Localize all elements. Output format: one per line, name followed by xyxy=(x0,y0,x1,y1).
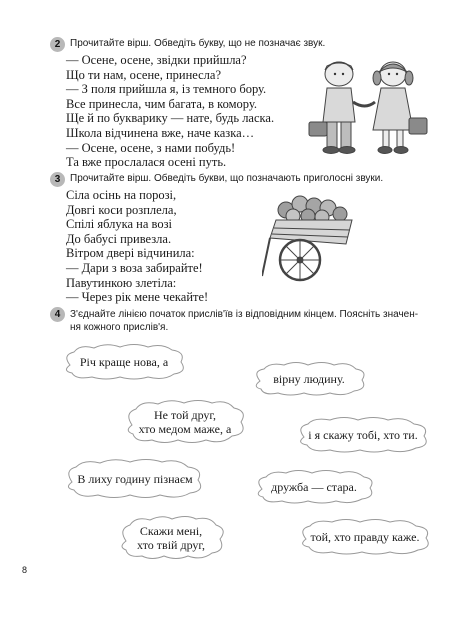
poem-line: — Осене, осене, звідки прийшла? xyxy=(66,53,247,67)
cloud-text: В лиху годину пізнаєм xyxy=(77,472,193,486)
proverb-start-cloud-4[interactable] xyxy=(116,515,226,561)
poem-line: Все принесла, чим багата, в комору. xyxy=(66,96,258,111)
poem-line: Що ти нам, осене, принесла? xyxy=(66,67,222,82)
cloud-text: Скажи мені, xyxy=(139,524,203,538)
proverb-end-cloud-2[interactable] xyxy=(294,416,432,454)
proverb-end-cloud-4[interactable] xyxy=(296,518,434,556)
poem-line: — З поля прийшла я, із темного бору. xyxy=(66,82,267,97)
task-3-number: 3 xyxy=(50,172,65,187)
proverb-start-cloud-2[interactable] xyxy=(122,399,248,445)
task-4-instruction xyxy=(70,308,440,334)
task-4-instruction-line-1: З'єднайте лінією початок прислів'їв із відповідним кінцем. Поясніть значен- xyxy=(70,309,419,320)
task-2-poem xyxy=(66,53,274,170)
proverb-start-cloud-1[interactable] xyxy=(60,343,188,381)
task-3-poem xyxy=(66,188,208,305)
proverb-start-cloud-3[interactable] xyxy=(62,458,208,500)
cloud-text: дружба — стара. xyxy=(271,480,357,494)
cloud-text: хто медом маже, а xyxy=(138,422,232,436)
poem-line: До бабусі привезла. xyxy=(66,231,172,246)
task-2-number: 2 xyxy=(50,37,65,52)
poem-line: — Осене, осене, з нами побудь! xyxy=(66,140,236,155)
task-4-number: 4 xyxy=(50,307,65,322)
poem-line: — Дари з воза забирайте! xyxy=(66,260,203,275)
cloud-text: і я скажу тобі, хто ти. xyxy=(308,428,418,442)
proverb-end-cloud-1[interactable] xyxy=(250,361,368,397)
poem-line: Ще й по букварику — нате, будь ласка. xyxy=(66,111,275,126)
cloud-text: вірну людину. xyxy=(273,372,345,386)
poem-line: Школа відчинена вже, наче казка… xyxy=(66,125,255,140)
task-2-instruction: Прочитайте вірш. Обведіть букву, що не позначає звук. xyxy=(70,38,326,49)
proverb-end-cloud-3[interactable] xyxy=(252,469,376,505)
page-number: 8 xyxy=(22,565,28,575)
task-3-instruction: Прочитайте вірш. Обведіть букви, що позначають приголосні звуки. xyxy=(70,173,384,184)
cloud-text: хто твій друг, xyxy=(137,538,205,552)
cloud-text: Річ краще нова, а xyxy=(79,355,169,369)
poem-line: Та вже прослалася осені путь. xyxy=(66,155,227,170)
poem-line: — Через рік мене чекайте! xyxy=(66,290,209,305)
apple-cart-illustration xyxy=(262,192,362,287)
poem-line: Сіла осінь на порозі, xyxy=(66,188,177,202)
poem-line: Спілі яблука на возі xyxy=(66,217,173,232)
poem-line: Вітром двері відчинила: xyxy=(66,246,195,261)
poem-line: Павутинкою злетіла: xyxy=(66,275,177,290)
task-4-instruction-line-2: ня кожного прислів'я. xyxy=(70,322,169,333)
poem-line: Довгі коси розплела, xyxy=(66,202,177,217)
cloud-text: Не той друг, xyxy=(153,408,216,422)
children-illustration xyxy=(305,52,430,162)
cloud-text: той, хто правду каже. xyxy=(310,530,420,544)
